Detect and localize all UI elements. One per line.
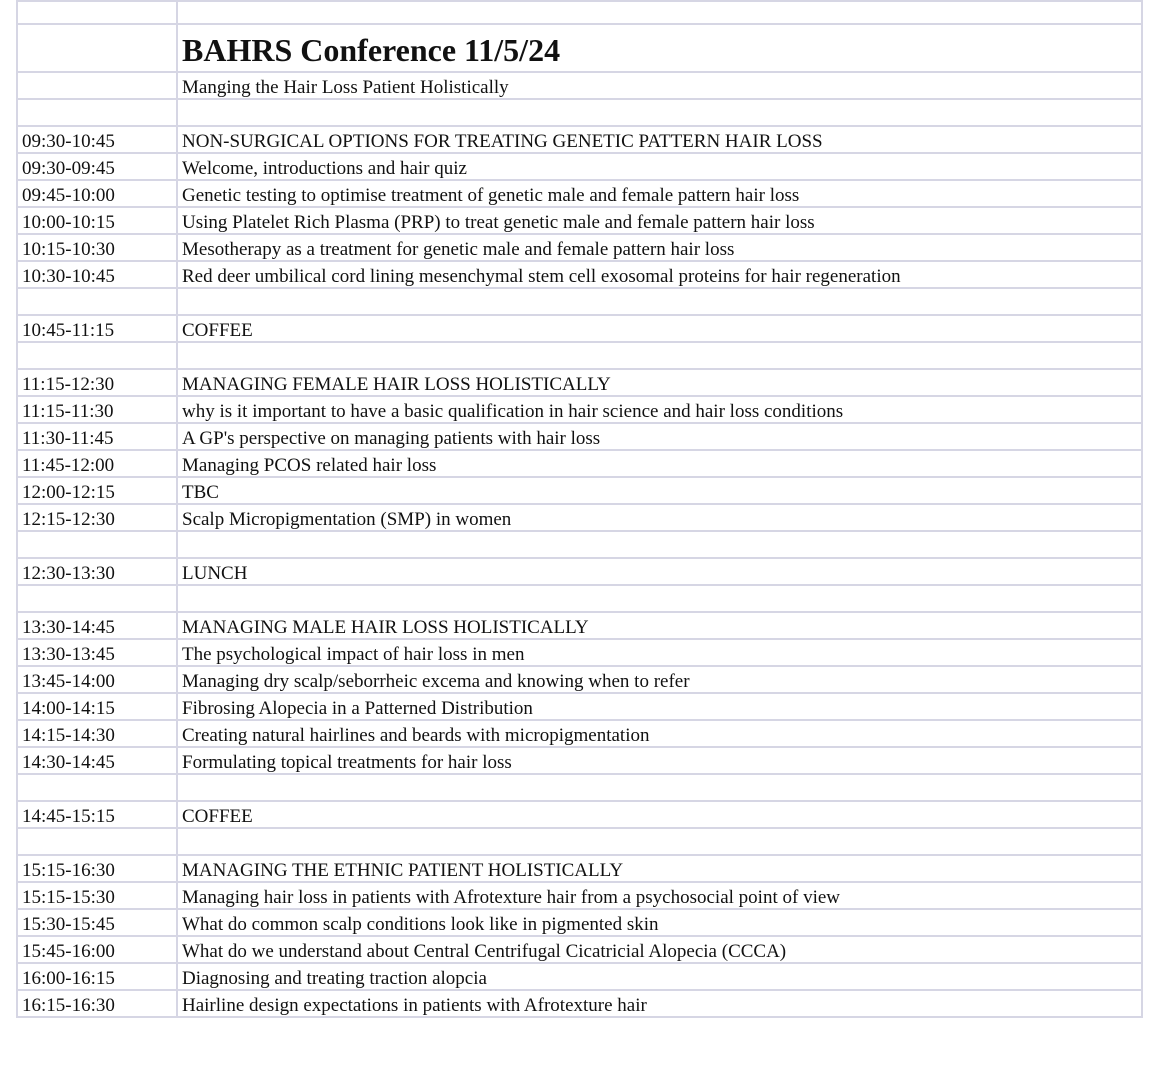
session-cell: COFFEE: [177, 801, 1142, 828]
time-cell: 12:00-12:15: [17, 477, 177, 504]
time-cell: 15:15-15:30: [17, 882, 177, 909]
schedule-row: [17, 855, 1142, 882]
schedule-row: [17, 180, 1142, 207]
schedule-row: [17, 504, 1142, 531]
schedule-row: [17, 315, 1142, 342]
session-cell: Hairline design expectations in patients with Afrotexture hair: [177, 990, 1142, 1017]
schedule-row: [17, 423, 1142, 450]
blank-row: [17, 342, 1142, 369]
schedule-row: [17, 936, 1142, 963]
time-cell: 09:30-09:45: [17, 153, 177, 180]
schedule-row: [17, 801, 1142, 828]
session-cell: [177, 531, 1142, 558]
session-cell: [177, 828, 1142, 855]
time-cell: [17, 585, 177, 612]
time-cell: 10:45-11:15: [17, 315, 177, 342]
session-cell: MANAGING THE ETHNIC PATIENT HOLISTICALLY: [177, 855, 1142, 882]
session-cell: why is it important to have a basic qualification in hair science and hair loss conditions: [177, 396, 1142, 423]
schedule-row: [17, 909, 1142, 936]
time-cell: 15:30-15:45: [17, 909, 177, 936]
session-cell: [177, 585, 1142, 612]
session-cell: NON-SURGICAL OPTIONS FOR TREATING GENETIC PATTERN HAIR LOSS: [177, 126, 1142, 153]
session-cell: Welcome, introductions and hair quiz: [177, 153, 1142, 180]
session-cell: A GP's perspective on managing patients with hair loss: [177, 423, 1142, 450]
blank-row: [17, 774, 1142, 801]
session-cell: Using Platelet Rich Plasma (PRP) to treat genetic male and female pattern hair loss: [177, 207, 1142, 234]
time-cell: 11:45-12:00: [17, 450, 177, 477]
session-cell: Managing hair loss in patients with Afrotexture hair from a psychosocial point of view: [177, 882, 1142, 909]
time-cell: 15:45-16:00: [17, 936, 177, 963]
time-cell: 13:30-14:45: [17, 612, 177, 639]
schedule-row: [17, 153, 1142, 180]
schedule-row: [17, 207, 1142, 234]
schedule-row: [17, 990, 1142, 1017]
time-cell: 11:30-11:45: [17, 423, 177, 450]
time-cell: 14:30-14:45: [17, 747, 177, 774]
blank-row: [17, 828, 1142, 855]
session-cell: Genetic testing to optimise treatment of genetic male and female pattern hair loss: [177, 180, 1142, 207]
time-cell: 10:00-10:15: [17, 207, 177, 234]
time-cell: 10:30-10:45: [17, 261, 177, 288]
schedule-row: [17, 477, 1142, 504]
session-cell: What do we understand about Central Centrifugal Cicatricial Alopecia (CCCA): [177, 936, 1142, 963]
time-cell: [17, 828, 177, 855]
subtitle-row: [17, 72, 1142, 99]
session-cell: [177, 288, 1142, 315]
blank-row: [17, 99, 1142, 126]
time-cell: 11:15-12:30: [17, 369, 177, 396]
schedule-row: [17, 450, 1142, 477]
schedule-row: [17, 963, 1142, 990]
schedule-row: [17, 396, 1142, 423]
time-cell: 15:15-16:30: [17, 855, 177, 882]
time-cell: [17, 531, 177, 558]
schedule-row: [17, 747, 1142, 774]
session-cell: Fibrosing Alopecia in a Patterned Distribution: [177, 693, 1142, 720]
blank-row: [17, 288, 1142, 315]
empty-cell: [17, 99, 177, 126]
schedule-row: [17, 666, 1142, 693]
document-title: BAHRS Conference 11/5/24: [177, 24, 1142, 72]
empty-cell: [177, 99, 1142, 126]
schedule-row: [17, 639, 1142, 666]
session-cell: Managing PCOS related hair loss: [177, 450, 1142, 477]
schedule-row: [17, 234, 1142, 261]
document-subtitle: Manging the Hair Loss Patient Holistically: [177, 72, 1142, 99]
time-cell: 14:00-14:15: [17, 693, 177, 720]
empty-cell: [17, 24, 177, 72]
time-cell: 12:15-12:30: [17, 504, 177, 531]
title-row: [17, 24, 1142, 72]
schedule-row: [17, 612, 1142, 639]
schedule-row: [17, 882, 1142, 909]
schedule-row: [17, 558, 1142, 585]
blank-row: [17, 531, 1142, 558]
time-cell: 10:15-10:30: [17, 234, 177, 261]
time-cell: 12:30-13:30: [17, 558, 177, 585]
session-cell: LUNCH: [177, 558, 1142, 585]
session-cell: TBC: [177, 477, 1142, 504]
session-cell: [177, 774, 1142, 801]
schedule-row: [17, 261, 1142, 288]
schedule-row: [17, 369, 1142, 396]
blank-row: [17, 585, 1142, 612]
time-cell: 13:45-14:00: [17, 666, 177, 693]
time-cell: 16:00-16:15: [17, 963, 177, 990]
session-cell: MANAGING MALE HAIR LOSS HOLISTICALLY: [177, 612, 1142, 639]
session-cell: Scalp Micropigmentation (SMP) in women: [177, 504, 1142, 531]
session-cell: Creating natural hairlines and beards with micropigmentation: [177, 720, 1142, 747]
time-cell: 09:45-10:00: [17, 180, 177, 207]
blank-row: [17, 1, 1142, 24]
schedule-table: [16, 0, 1143, 1018]
empty-cell: [17, 72, 177, 99]
time-cell: 16:15-16:30: [17, 990, 177, 1017]
session-cell: What do common scalp conditions look like in pigmented skin: [177, 909, 1142, 936]
schedule-row: [17, 693, 1142, 720]
session-cell: Formulating topical treatments for hair loss: [177, 747, 1142, 774]
schedule-row: [17, 126, 1142, 153]
session-cell: Managing dry scalp/seborrheic excema and knowing when to refer: [177, 666, 1142, 693]
time-cell: 11:15-11:30: [17, 396, 177, 423]
time-cell: 13:30-13:45: [17, 639, 177, 666]
empty-cell: [177, 1, 1142, 24]
time-cell: [17, 342, 177, 369]
empty-cell: [17, 1, 177, 24]
session-cell: [177, 342, 1142, 369]
session-cell: The psychological impact of hair loss in men: [177, 639, 1142, 666]
time-cell: 09:30-10:45: [17, 126, 177, 153]
schedule-row: [17, 720, 1142, 747]
time-cell: [17, 774, 177, 801]
session-cell: MANAGING FEMALE HAIR LOSS HOLISTICALLY: [177, 369, 1142, 396]
session-cell: Mesotherapy as a treatment for genetic male and female pattern hair loss: [177, 234, 1142, 261]
session-cell: Red deer umbilical cord lining mesenchymal stem cell exosomal proteins for hair regeneration: [177, 261, 1142, 288]
time-cell: 14:15-14:30: [17, 720, 177, 747]
time-cell: 14:45-15:15: [17, 801, 177, 828]
session-cell: COFFEE: [177, 315, 1142, 342]
time-cell: [17, 288, 177, 315]
session-cell: Diagnosing and treating traction alopcia: [177, 963, 1142, 990]
